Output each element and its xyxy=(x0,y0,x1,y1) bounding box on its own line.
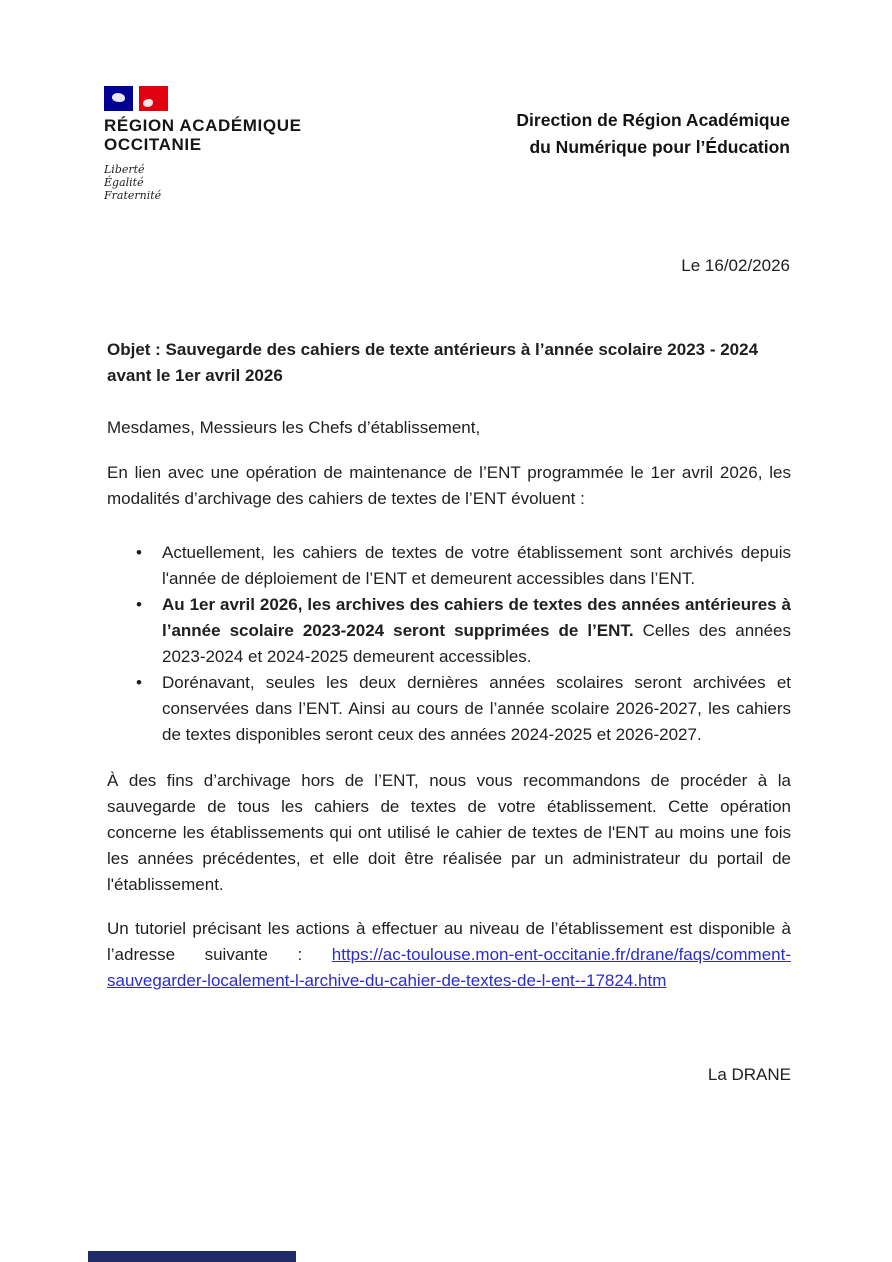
tutorial-paragraph xyxy=(107,916,791,994)
salutation: Mesdames, Messieurs les Chefs d’établissement, xyxy=(107,418,481,437)
flag-red-block xyxy=(139,86,168,111)
footer-bar xyxy=(88,1251,296,1262)
subject-line: Objet : Sauvegarde des cahiers de texte antérieurs à l’année scolaire 2023 - 2024 avant le 1er avril 2026 xyxy=(107,340,759,385)
date: Le 16/02/2026 xyxy=(681,256,790,275)
letter-body xyxy=(107,337,791,1105)
direction-title-line1: Direction de Région Académique xyxy=(516,110,790,130)
bullet3-text: Dorénavant, seules les deux dernières années scolaires seront archivées et conservées dans l’ENT. Ainsi au cours de l’année scolaire 2026-2027, les cahiers de textes disponibles seront ceux des années 2024-2025 et 2026-2027. xyxy=(162,673,791,744)
signature: La DRANE xyxy=(707,1065,791,1084)
direction-title xyxy=(516,107,790,161)
direction-title-line2: du Numérique pour l’Éducation xyxy=(529,137,790,157)
tutorial-link[interactable]: https://ac-toulouse.mon-ent-occitanie.fr/drane/faqs/comment-sauvegarder-localement-l-archive-du-cahier-de-textes-de-l-ent--17824.htm xyxy=(107,945,791,990)
recommendation-paragraph: À des fins d’archivage hors de l’ENT, nous vous recommandons de procéder à la sauvegarde de tous les cahiers de textes de votre établissement. Cette opération concerne les établissements qui ont utilisé le cahier de textes de l'ENT au moins une fois les années précédentes, et elle doit être réalisée par un administrateur du portail de l'établissement. xyxy=(107,771,791,894)
region-name-line1: RÉGION ACADÉMIQUE xyxy=(104,116,302,135)
bullet2-rest-text: Celles des années 2023-2024 et 2024-2025 demeurent accessibles. xyxy=(162,621,792,666)
bullet1-text: Actuellement, les cahiers de textes de votre établissement sont archivés depuis l'année de déploiement de l’ENT et demeurent accessibles dans l’ENT. xyxy=(162,543,791,588)
bullet2-bold-text: Au 1er avril 2026, les archives des cahiers de textes des années antérieures à l’année scolaire 2023-2024 seront supprimées de l’ENT. xyxy=(162,595,791,640)
list-item xyxy=(107,670,791,748)
header-logo xyxy=(104,86,302,202)
list-item xyxy=(107,540,791,592)
tutorial-text: Un tutoriel précisant les actions à effectuer au niveau de l’établissement est disponible à l’adresse suivante : xyxy=(107,919,791,964)
list-item xyxy=(107,592,791,670)
bullet-list xyxy=(107,540,791,748)
motto-line3: Fraternité xyxy=(104,189,162,202)
flag-blue-block xyxy=(104,86,133,111)
intro-paragraph: En lien avec une opération de maintenance de l’ENT programmée le 1er avril 2026, les modalités d’archivage des cahiers de textes de l’ENT évoluent : xyxy=(107,463,791,508)
motto-line2: Égalité xyxy=(104,176,144,189)
region-name-line2: OCCITANIE xyxy=(104,135,202,154)
motto-line1: Liberté xyxy=(104,163,145,176)
motto xyxy=(104,163,302,202)
french-flag-icon xyxy=(104,86,302,111)
